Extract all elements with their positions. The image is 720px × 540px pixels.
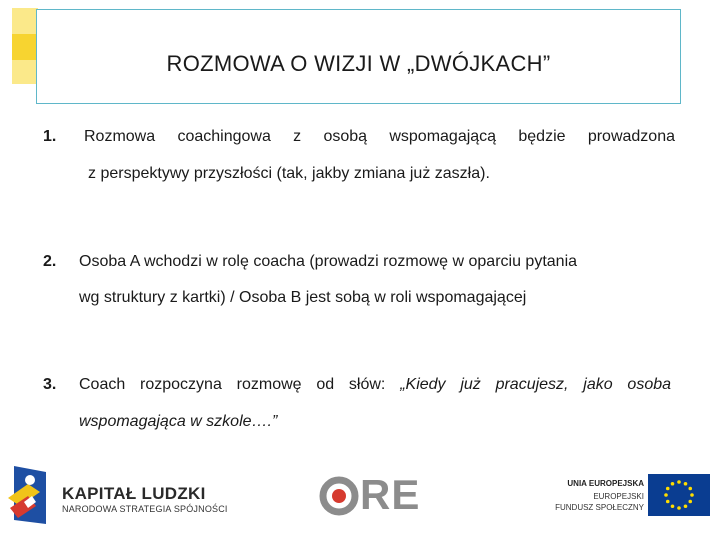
- eu-star-icon: [664, 493, 668, 497]
- kapital-ludzki-logo-icon: [6, 462, 56, 528]
- item-3-line-2-italic: wspomagająca w szkole….”: [79, 413, 278, 430]
- item-2-line-2: wg struktury z kartki) / Osoba B jest sobą w roli wspomagającej: [79, 289, 527, 306]
- item-3-line-1: [79, 375, 671, 395]
- decor-square-1: [12, 8, 38, 34]
- item-3-line-2: [79, 412, 277, 432]
- eu-star-icon: [666, 487, 670, 491]
- item-number-1: 1.: [43, 128, 57, 145]
- item-3-line-1-italic: „Kiedy już pracujesz, jako osoba: [400, 376, 672, 393]
- decor-square-3: [12, 60, 38, 84]
- ue-line-2: EUROPEJSKI: [593, 492, 644, 501]
- eu-star-icon: [671, 504, 675, 508]
- item-number-3: 3.: [43, 376, 57, 393]
- item-2-line-1: Osoba A wchodzi w rolę coacha (prowadzi rozmowę w oparciu pytania: [79, 253, 578, 270]
- eu-star-icon: [684, 504, 688, 508]
- slide-title: ROZMOWA O WIZJI W „DWÓJKACH”: [166, 51, 551, 76]
- eu-star-icon: [684, 482, 688, 486]
- title-box: [36, 9, 681, 104]
- kapital-ludzki-subtitle: NARODOWA STRATEGIA SPÓJNOŚCI: [62, 504, 228, 514]
- eu-star-icon: [688, 500, 692, 504]
- eu-star-icon: [677, 480, 681, 484]
- eu-star-icon: [690, 493, 694, 497]
- ore-logo-letters: RE: [360, 471, 421, 518]
- item-1-line-2: z perspektywy przyszłości (tak, jakby zmiana już zaszła).: [88, 165, 490, 182]
- eu-star-icon: [666, 500, 670, 504]
- eu-flag-icon: [648, 474, 710, 516]
- ue-line-3: FUNDUSZ SPOŁECZNY: [555, 503, 644, 512]
- eu-star-icon: [677, 506, 681, 510]
- item-1-line-1: Rozmowa coachingowa z osobą wspomagającą będzie prowadzona: [84, 128, 675, 145]
- decor-square-2: [12, 34, 38, 60]
- item-number-2: 2.: [43, 253, 57, 270]
- item-3-line-1-plain: Coach rozpoczyna rozmowę od słów:: [79, 376, 386, 393]
- kapital-ludzki-title: KAPITAŁ LUDZKI: [62, 484, 206, 503]
- ue-line-1: UNIA EUROPEJSKA: [567, 479, 644, 488]
- eu-star-icon: [671, 482, 675, 486]
- ore-logo-icon: [318, 475, 360, 517]
- eu-star-icon: [688, 487, 692, 491]
